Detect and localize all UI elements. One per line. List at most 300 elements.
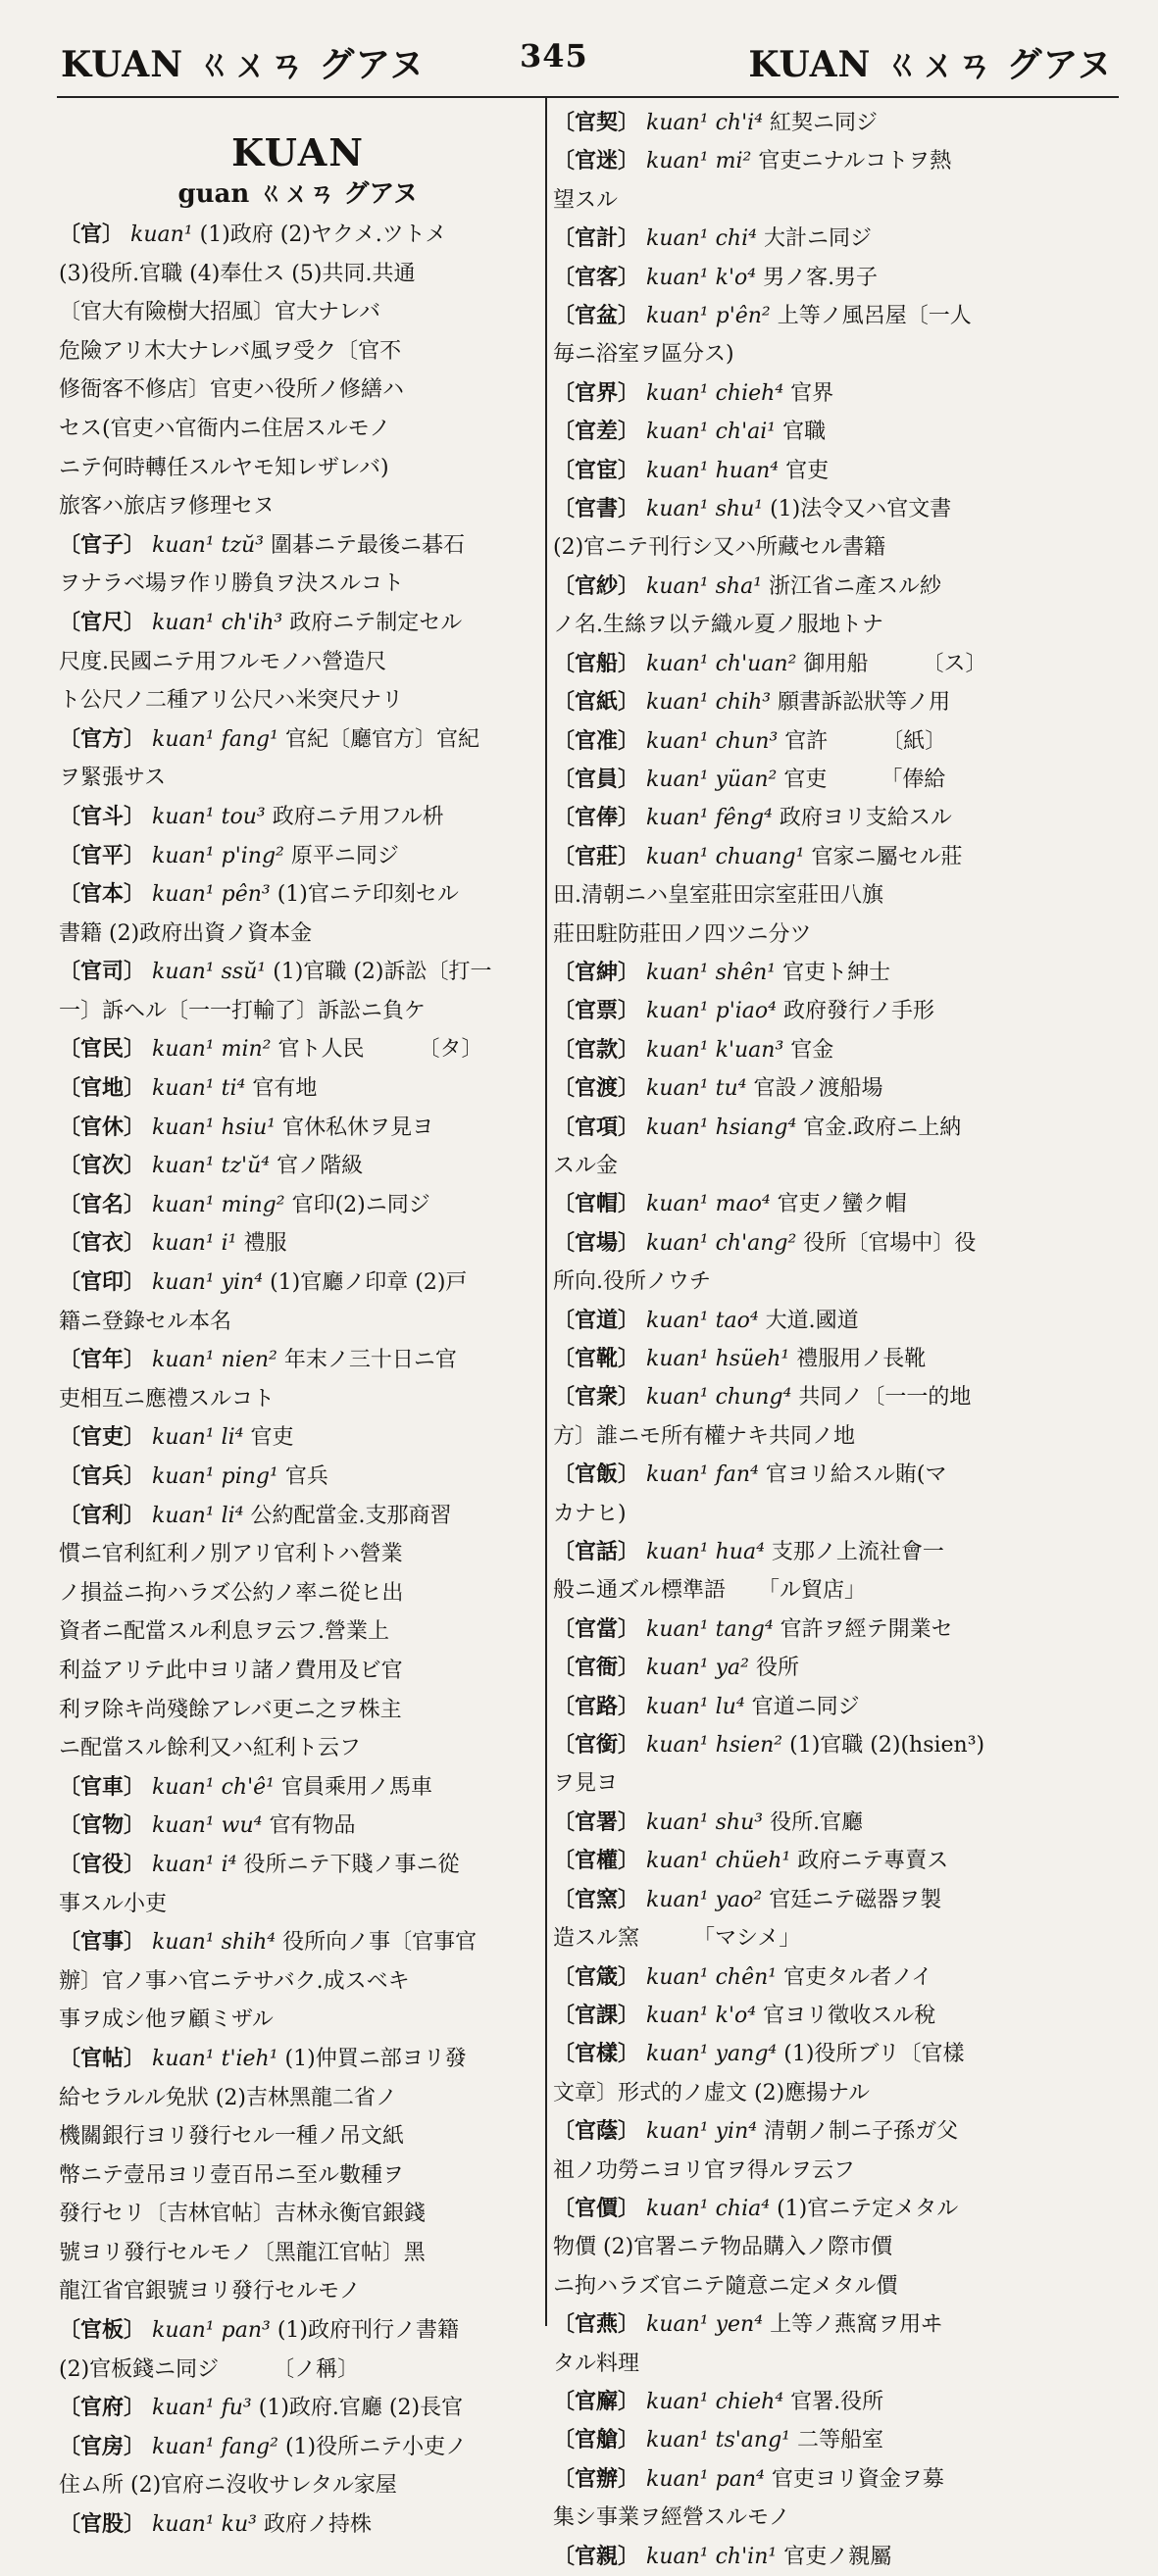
entry-definition: (2)官ニテ刊行シ又ハ所藏セル書籍 [553,535,886,561]
entry-definition: 辦〕官ノ事ハ官ニテサバク.成スベキ [59,1968,410,1994]
dictionary-entry [553,645,1122,683]
entry-pinyin: kuan¹ lu⁴ [646,1694,745,1719]
entry-pinyin: kuan¹ huan⁴ [646,458,780,483]
entry-definition: カナヒ) [553,1501,627,1526]
dictionary-entry [553,104,1122,142]
entry-definition: (1)官ニテ定メタル [777,2196,959,2221]
dictionary-entry [59,2040,537,2079]
entry-definition: 政府發行ノ手形 [782,999,934,1024]
dictionary-entry [553,452,1122,490]
page-number: 345 [520,37,588,74]
entry-definition: 政府ニテ專賣ス [797,1849,949,1874]
entry-headword: 〔官款〕 [553,1036,640,1063]
entry-continuation [553,1417,1122,1456]
entry-definition: 共同ノ〔一一的地 [798,1385,972,1411]
entry-continuation [553,916,1122,954]
entry-pinyin: kuan¹ sha¹ [646,573,763,599]
entry-continuation [59,371,537,410]
entry-pinyin: kuan¹ yin⁴ [152,1270,264,1296]
entry-headword: 〔官計〕 [553,225,640,252]
entry-continuation [59,915,537,954]
entry-headword: 〔官尺〕 [59,609,146,635]
entry-continuation [59,1729,537,1768]
entry-definition: 官ヨリ給スル賄(マ [765,1462,947,1488]
section-title: KUAN [231,130,365,174]
entry-continuation [59,2079,537,2118]
entry-definition: 毎ニ浴室ヲ區分ス) [553,342,734,368]
entry-pinyin: kuan¹ chung⁴ [646,1385,792,1411]
entry-continuation [553,2345,1122,2383]
entry-continuation [59,2195,537,2234]
entry-pinyin: kuan¹ chên¹ [646,1964,778,1990]
entry-definition: ト公尺ノ二種アリ公尺ハ米突尺ナリ [59,688,404,714]
entry-headword: 〔官斗〕 [59,803,146,829]
dictionary-entry [553,954,1122,992]
entry-definition: 圍碁ニテ最後ニ碁石 [271,532,466,558]
entry-headword: 〔官次〕 [59,1153,146,1179]
entry-headword: 〔官渡〕 [553,1075,640,1102]
entry-headword: 〔官宦〕 [553,457,640,483]
dictionary-entry [59,1186,537,1225]
entry-definition: 文章〕形式的ノ虚文 (2)應揚ナル [553,2080,871,2105]
entry-pinyin: kuan¹ nien² [152,1348,277,1373]
entry-headword: 〔官役〕 [59,1851,146,1877]
entry-pinyin: kuan¹ ch'in¹ [646,2544,778,2569]
dictionary-entry [553,1881,1122,1919]
entry-pinyin: kuan¹ fêng⁴ [646,806,773,831]
entry-headword: 〔官價〕 [553,2195,640,2221]
dictionary-entry [59,1341,537,1380]
entry-pinyin: kuan¹ t'ieh¹ [152,2046,278,2071]
dictionary-entry [553,1997,1122,2035]
entry-definition: セス(官吏ハ官衙内ニ住居スルモノ [59,416,391,441]
entry-headword: 〔官項〕 [553,1114,640,1140]
dictionary-entry [553,1185,1122,1223]
dictionary-entry [553,1456,1122,1494]
entry-headword: 〔官靴〕 [553,1346,640,1371]
entry-pinyin: kuan¹ tzŭ³ [152,532,265,558]
dictionary-entry [59,798,537,837]
entry-definition: 官兵 [284,1464,328,1489]
entry-continuation [553,2499,1122,2537]
entry-headword: 〔官署〕 [553,1808,640,1835]
entry-continuation [59,565,537,604]
entry-definition: (1)政府 (2)ヤクメ.ツトメ [199,223,447,247]
entry-headword: 〔官窯〕 [553,1886,640,1912]
entry-definition: スル金 [553,1153,619,1178]
dictionary-entry [59,720,537,760]
entry-headword: 〔官道〕 [553,1307,640,1333]
entry-continuation [59,2466,537,2505]
entry-pinyin: kuan¹ fu³ [152,2396,252,2421]
entry-continuation [59,1962,537,2002]
entry-pinyin: kuan¹ ch'ang² [646,1230,797,1256]
entry-definition: 官有地 [252,1076,318,1102]
entry-continuation [553,2267,1122,2305]
entry-definition: 官許 〔紙〕 [784,728,947,754]
entry-headword: 〔官吏〕 [59,1424,146,1451]
entry-pinyin: kuan¹ ts'ang¹ [646,2428,790,2453]
entry-headword: 〔官股〕 [59,2511,146,2538]
entry-continuation [59,2156,537,2196]
dictionary-entry [553,1031,1122,1069]
entry-headword: 〔官休〕 [59,1114,146,1140]
entry-headword: 〔官衙〕 [553,1655,640,1681]
dictionary-entry [59,1109,537,1148]
entry-definition: 利ヲ除キ尚殘餘アレバ更ニ之ヲ株主 [59,1697,402,1722]
dictionary-entry [59,216,537,255]
entry-headword: 〔官親〕 [553,2543,640,2569]
entry-definition: 官有物品 [269,1813,356,1839]
dictionary-entry [553,490,1122,528]
entry-definition: 官員乘用ノ馬車 [281,1774,433,1800]
entry-pinyin: kuan¹ fang¹ [152,726,278,752]
header-rule [57,96,1119,98]
entry-continuation [553,2152,1122,2190]
dictionary-entry [59,1147,537,1186]
entry-definition: 慣ニ官利紅利ノ別アリ官利トハ營業 [59,1542,403,1567]
entry-pinyin: kuan¹ wu⁴ [152,1813,263,1839]
entry-headword: 〔官板〕 [59,2317,146,2344]
dictionary-entry [59,1807,537,1846]
dictionary-entry [59,1923,537,1962]
entry-pinyin: kuan¹ chieh⁴ [646,2389,784,2414]
dictionary-entry [553,374,1122,413]
dictionary-entry [59,1846,537,1885]
entry-headword: 〔官場〕 [553,1229,640,1256]
dictionary-entry [553,1533,1122,1571]
entry-definition: 官吏 「俸給 [783,767,946,792]
entry-headword: 〔官辦〕 [553,2465,640,2492]
entry-continuation [553,606,1122,644]
dictionary-entry [553,2538,1122,2576]
entry-definition: (1)政府.官廳 (2)長官 [258,2396,464,2421]
dictionary-entry [553,2305,1122,2344]
dictionary-entry [553,683,1122,721]
entry-definition: 官休私休ヲ見ヨ [282,1115,434,1140]
running-head-left: KUAN ㄍㄨㄢ グアヌ [61,44,426,85]
entry-pinyin: kuan¹ i⁴ [152,1852,237,1877]
entry-definition: ヲナラベ場ヲ作リ勝負ヲ決スルコト [59,571,405,597]
entry-headword: 〔官紙〕 [553,689,640,716]
entry-continuation [553,181,1122,220]
entry-definition: 般ニ通ズル標準語 「ル貿店」 [553,1578,867,1604]
entry-definition: 御用船 〔ス〕 [803,651,987,676]
entry-definition: 官金 [790,1037,834,1063]
entry-definition: 官吏タル者ノイ [783,1964,933,1990]
entry-definition: 住ム所 (2)官府ニ沒收サレタル家屋 [59,2473,397,2499]
entry-pinyin: kuan¹ chüeh¹ [646,1849,791,1874]
entry-continuation [59,2001,537,2040]
dictionary-entry [553,1109,1122,1147]
entry-pinyin: kuan¹ ch'ih³ [152,610,283,635]
entry-definition: タル料理 [553,2351,640,2376]
entry-headword: 〔官箴〕 [553,1963,640,1990]
running-head-right: KUAN ㄍㄨㄢ グアヌ [748,44,1113,85]
entry-pinyin: kuan¹ hsüeh¹ [646,1347,790,1371]
dictionary-entry [59,2389,537,2428]
entry-pinyin: kuan¹ ku³ [152,2512,257,2538]
entry-headword: 〔官准〕 [553,727,640,754]
entry-definition: 發行セリ〔吉林官帖〕吉林永衡官銀錢 [59,2202,427,2227]
entry-headword: 〔官兵〕 [59,1463,146,1489]
entry-definition: (1)仲買ニ部ヨリ發 [284,2046,467,2071]
entry-continuation [553,1495,1122,1533]
entry-pinyin: kuan¹ pên³ [152,882,271,908]
entry-headword: 〔官府〕 [59,2395,146,2421]
entry-definition: 幣ニテ壹吊ヨリ壹百吊ニ至ル數種ヲ [59,2162,405,2188]
entry-continuation [59,1380,537,1419]
entry-definition: (1)官職 (2)訴訟〔打一 [273,960,492,985]
entry-definition: 官界 [790,380,834,406]
entry-pinyin: kuan¹ min² [152,1037,272,1063]
right-column [553,104,1122,2576]
entry-pinyin: kuan¹ hsiang⁴ [646,1115,797,1140]
entry-definition: 官吏ニナルコトヲ熱 [758,149,952,174]
entry-continuation [59,1612,537,1652]
entry-headword: 〔官衣〕 [59,1230,146,1257]
dictionary-entry [553,297,1122,335]
entry-headword: 〔官權〕 [553,1848,640,1874]
entry-definition: 官職 [782,420,827,445]
dictionary-entry [553,799,1122,837]
entry-pinyin: kuan¹ shên¹ [646,960,777,985]
entry-continuation [59,1574,537,1613]
entry-headword: 〔官子〕 [59,531,146,558]
entry-definition: 大道.國道 [765,1308,859,1333]
dictionary-entry [553,992,1122,1030]
entry-pinyin: kuan¹ pan⁴ [646,2466,765,2492]
entry-definition: 官紀〔廳官方〕官紀 [284,726,479,752]
dictionary-entry [59,953,537,992]
column-divider [545,98,547,2326]
entry-pinyin: kuan¹ tu⁴ [646,1076,747,1102]
entry-headword: 〔官印〕 [59,1269,146,1296]
dictionary-entry [553,142,1122,180]
dictionary-entry [553,2460,1122,2499]
entry-definition: 官ト人民 〔タ〕 [277,1037,483,1063]
entry-pinyin: kuan¹ ming² [152,1192,285,1217]
entry-pinyin: kuan¹ chia⁴ [646,2196,771,2221]
entry-continuation [553,1764,1122,1803]
dictionary-entry [59,1030,537,1069]
entry-pinyin: kuan¹ p'iao⁴ [646,999,777,1024]
entry-headword: 〔官帽〕 [553,1191,640,1217]
entry-headword: 〔官契〕 [553,110,640,135]
entry-continuation [553,2228,1122,2266]
entry-continuation [553,1571,1122,1610]
entry-pinyin: kuan¹ tao⁴ [646,1308,759,1333]
dictionary-entry [553,838,1122,876]
dictionary-entry [553,2112,1122,2151]
dictionary-entry [59,2505,537,2545]
entry-definition: (2)官板錢ニ同ジ 〔ノ稱〕 [59,2356,360,2382]
entry-headword: 〔官車〕 [59,1773,146,1800]
entry-headword: 〔官船〕 [553,650,640,676]
entry-definition: ヲ緊張サス [59,766,167,791]
entry-definition: 役所〔官場中〕役 [803,1230,977,1256]
entry-pinyin: kuan¹ ssŭ¹ [152,960,267,985]
entry-pinyin: kuan¹ hua⁴ [646,1540,765,1565]
dictionary-entry [553,413,1122,451]
entry-pinyin: kuan¹ ch'ai¹ [646,420,777,445]
dictionary-entry [59,1768,537,1808]
entry-definition: 支那ノ上流社會一 [771,1540,944,1565]
entry-definition: 政府ヨリ支給スル [779,806,952,831]
entry-continuation [553,2074,1122,2112]
dictionary-entry [553,1726,1122,1764]
entry-headword: 〔官樣〕 [553,2041,640,2067]
entry-definition: 原平ニ同ジ [290,843,399,868]
entry-continuation [553,1919,1122,1957]
entry-definition: 官金.政府ニ上納 [803,1115,962,1140]
entry-pinyin: kuan¹ chun³ [646,728,779,754]
entry-pinyin: kuan¹ p'ing² [152,843,284,868]
entry-pinyin: kuan¹ shih⁴ [152,1930,277,1956]
dictionary-entry [59,1497,537,1536]
entry-definition: 造スル窯 「マシメ」 [553,1926,801,1952]
entry-definition: 所向.役所ノウチ [553,1269,711,1295]
entry-pinyin: kuan¹ ya² [646,1656,749,1681]
entry-definition: 事スル小吏 [59,1891,168,1916]
entry-definition: 官ノ階級 [277,1154,364,1179]
entry-headword: 〔官方〕 [59,725,146,752]
entry-continuation [59,1691,537,1730]
entry-headword: 〔官紗〕 [553,572,640,599]
entry-pinyin: kuan¹ fang² [152,2434,278,2459]
entry-definition: 官吏ノ蠻ク帽 [777,1192,907,1217]
entry-definition: 官家ニ屬セル莊 [811,844,963,869]
entry-pinyin: kuan¹ ti⁴ [152,1076,246,1102]
dictionary-entry [59,1224,537,1263]
entry-headword: 〔官房〕 [59,2433,146,2459]
entry-definition: 浙江省ニ產スル紗 [769,573,942,599]
entry-pinyin: kuan¹ i¹ [152,1231,237,1257]
entry-definition: 物價 (2)官署ニテ物品購入ノ際市價 [553,2235,893,2260]
entry-continuation [59,759,537,798]
dictionary-entry [553,1610,1122,1649]
entry-headword: 〔官蔭〕 [553,2118,640,2145]
entry-definition: 官廷ニテ磁器ヲ製 [769,1887,942,1912]
dictionary-entry [553,1804,1122,1842]
entry-definition: 號ヨリ發行セルモノ〔黑龍江官帖〕黑 [59,2240,426,2265]
entry-pinyin: kuan¹ chih³ [646,690,772,716]
entry-definition: 旅客ハ旅店ヲ修理セヌ [59,494,276,520]
entry-continuation [59,2272,537,2311]
entry-pinyin: kuan¹ k'o⁴ [646,265,757,290]
entry-headword: 〔官課〕 [553,2002,640,2028]
entry-pinyin: kuan¹ tang⁴ [646,1616,774,1642]
entry-headword: 〔官莊〕 [553,843,640,869]
entry-definition: (1)官ニテ印刻セル [277,882,459,908]
dictionary-entry [59,875,537,915]
entry-pinyin: kuan¹ tz'ŭ⁴ [152,1154,271,1179]
dictionary-entry [59,837,537,876]
entry-pinyin: kuan¹ shu¹ [646,497,764,522]
dictionary-entry [553,1958,1122,1997]
dictionary-entry [59,2311,537,2351]
dictionary-entry [553,2421,1122,2459]
entry-pinyin: kuan¹ hsien² [646,1733,783,1759]
dictionary-entry [553,722,1122,761]
dictionary-entry [59,2428,537,2467]
entry-definition: 役所.官廳 [770,1809,864,1835]
entry-pinyin: kuan¹ chuang¹ [646,844,805,869]
entry-continuation [59,293,537,332]
entry-pinyin: kuan¹ yin⁴ [646,2119,758,2145]
entry-definition: 機關銀行ヨリ發行セル一種ノ吊文紙 [59,2124,405,2150]
entry-pinyin: kuan¹ yao² [646,1887,763,1912]
entry-definition: 上等ノ燕窩ヲ用ヰ [770,2312,943,2338]
entry-definition: 利益アリテ此中ヨリ諸ノ費用及ビ官 [59,1658,403,1683]
entry-headword: 〔官名〕 [59,1191,146,1217]
entry-headword: 〔官員〕 [553,766,640,792]
entry-headword: 〔官書〕 [553,496,640,522]
entry-continuation [59,255,537,294]
entry-definition: ノ損益ニ拘ハラズ公約ノ率ニ從ヒ出 [59,1580,404,1606]
entry-pinyin: kuan¹ chi⁴ [646,226,757,252]
dictionary-entry [553,1302,1122,1340]
entry-pinyin: kuan¹ fan⁴ [646,1462,759,1488]
entry-definition: 政府ニテ用フル枡 [272,804,444,829]
entry-definition: 書籍 (2)政府出資ノ資本金 [59,920,313,946]
entry-definition: 官吏 [785,458,830,483]
entry-definition: ノ名.生絲ヲ以テ織ル夏ノ服地トナ [553,613,883,638]
entry-definition: 田.清朝ニハ皇室莊田宗室莊田八旗 [553,883,883,909]
dictionary-entry [59,1069,537,1109]
entry-pinyin: kuan¹ shu³ [646,1809,764,1835]
dictionary-entry [59,1418,537,1458]
entry-definition: 禮服用ノ長靴 [796,1347,927,1371]
entry-definition: 官印(2)ニ同ジ [291,1192,430,1217]
entry-continuation [59,1652,537,1691]
dictionary-entry [553,1842,1122,1880]
entry-headword: 〔官本〕 [59,881,146,908]
entry-definition: 修衙客不修店〕官吏ハ役所ノ修繕ハ [59,377,405,403]
entry-definition: 祖ノ功勞ニヨリ官ヲ得ルヲ云フ [553,2157,856,2183]
entry-continuation [59,487,537,526]
entry-headword: 〔官迷〕 [553,148,640,174]
entry-definition: 〔官大有險樹大招風〕官大ナレバ [59,300,381,325]
entry-pinyin: kuan¹ ping¹ [152,1464,278,1489]
entry-pinyin: kuan¹ mi² [646,149,752,174]
entry-definition: (1)役所ニテ小吏ノ [284,2434,468,2459]
entry-definition: 一〕訴ヘル〔一一打輸了〕訴訟ニ負ケ [59,998,427,1023]
entry-headword: 〔官年〕 [59,1347,146,1373]
entry-definition: 集シ事業ヲ經營スルモノ [553,2505,790,2531]
entry-headword: 〔官司〕 [59,959,146,985]
entry-headword: 〔官〕 [59,222,125,247]
entry-pinyin: kuan¹ ch'uan² [646,651,797,676]
dictionary-entry [553,1649,1122,1687]
entry-headword: 〔官路〕 [553,1693,640,1719]
dictionary-entry [553,2383,1122,2421]
entry-headword: 〔官平〕 [59,842,146,868]
entry-definition: 莊田駐防莊田ノ四ツニ分ツ [553,921,812,947]
entry-definition: 官ヨリ徵收スル稅 [763,2003,936,2028]
entry-definition: 事ヲ成シ他ヲ顧ミザル [59,2007,274,2033]
entry-definition: 給セラルル免狀 (2)吉林黑龍二省ノ [59,2085,397,2110]
entry-definition: 政府ノ持株 [263,2512,372,2538]
dictionary-entry [553,2035,1122,2073]
entry-continuation [59,1303,537,1342]
entry-pinyin: kuan¹ pan³ [152,2318,271,2344]
entry-definition: 龍江省官銀號ヨリ發行セルモノ [59,2279,361,2304]
entry-continuation [59,681,537,720]
entry-definition: (1)役所ブリ〔官樣 [783,2042,965,2067]
entry-continuation [553,876,1122,915]
entry-definition: 官吏 [250,1425,294,1451]
